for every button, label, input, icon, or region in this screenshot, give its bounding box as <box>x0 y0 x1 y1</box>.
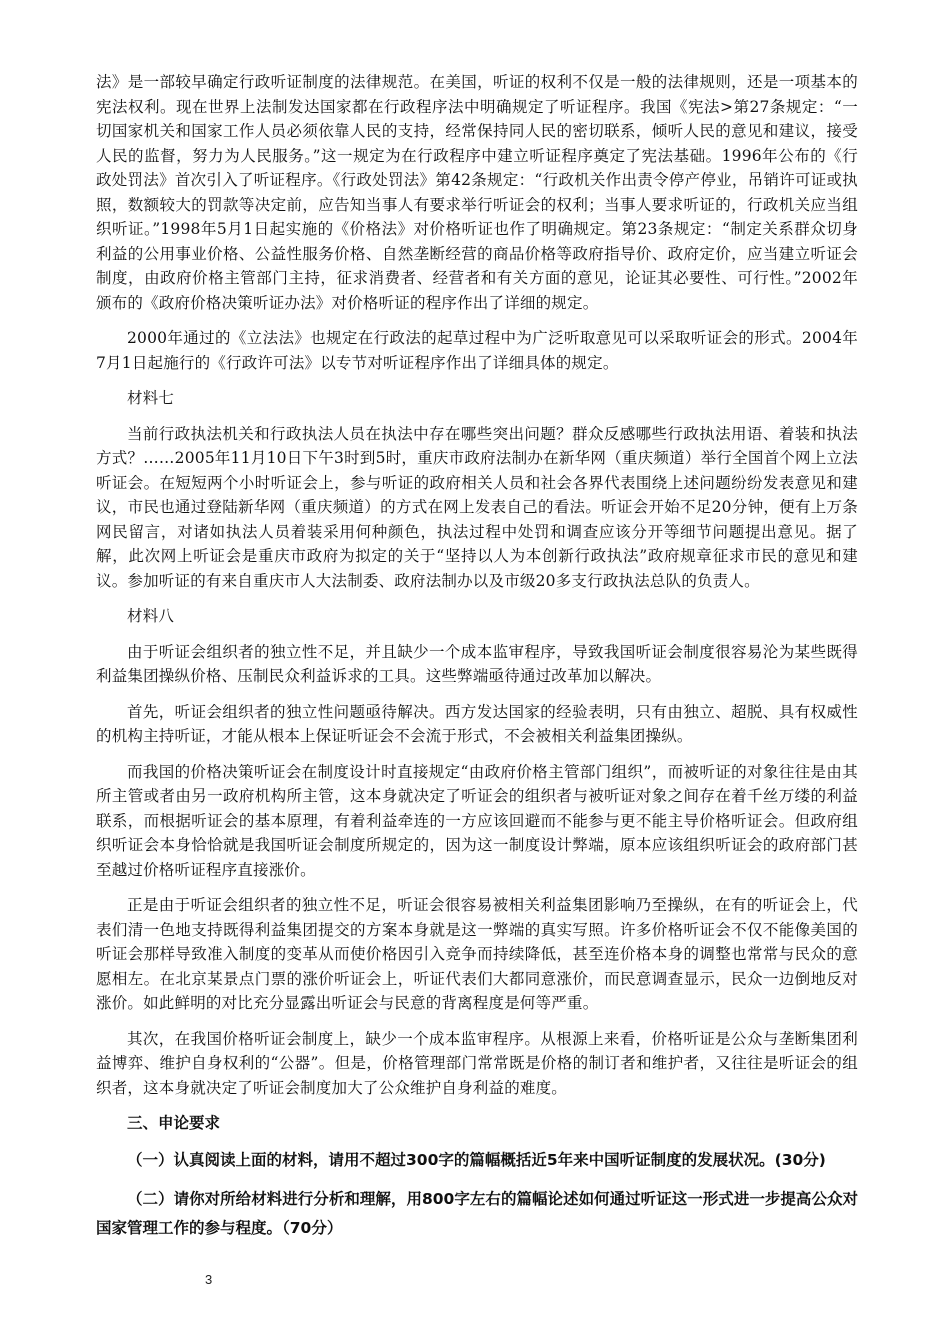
paragraph-legislation-law: 2000年通过的《立法法》也规定在行政法的起草过程中为广泛听取意见可以采取听证会的形式。2004年7月1日起施行的《行政许可法》以专节对听证程序作出了详细具体的规定。 <box>96 329 858 372</box>
question-1: （一）认真阅读上面的材料，请用不超过300字的篇幅概括近5年来中国听证制度的发展状况。(30分) <box>127 1150 826 1169</box>
paragraph-hearing-problems: 由于听证会组织者的独立性不足，并且缺少一个成本监审程序，导致我国听证会制度很容易沦为某些既得利益集团操纵价格、压制民众利益诉求的工具。这些弊端亟待通过改革加以解决。 <box>96 642 858 685</box>
paragraph-cost-audit: 其次，在我国价格听证会制度上，缺少一个成本监审程序。从根源上来看，价格听证是公众与垄断集团利益博弈、维护自身权利的“公器”。但是，价格管理部门常常既是价格的制订者和维护者，又往往是听证会的组织者，这本身就决定了听证会制度加大了公众维护自身利益的难度。 <box>96 1029 858 1097</box>
paragraph-independence: 首先，听证会组织者的独立性问题亟待解决。西方发达国家的经验表明，只有由独立、超脱、具有权威性的机构主持听证，才能从根本上保证听证会不会流于形式，不会被相关利益集团操纵。 <box>96 702 858 745</box>
document-body <box>96 70 858 1253</box>
section-heading: 三、申论要求 <box>127 1114 221 1132</box>
question-2: （二）请你对所给材料进行分析和理解，用800字左右的篇幅论述如何通过听证这一形式进一步提高公众对国家管理工作的参与程度。（70分） <box>96 1189 858 1237</box>
paragraph-law-background: 法》是一部较早确定行政听证制度的法律规范。在美国，听证的权利不仅是一般的法律规则，还是一项基本的宪法权利。现在世界上法制发达国家都在行政程序法中明确规定了听证程序。我国《宪法>第27条规定：“一切国家机关和国家工作人员必须依靠人民的支持，经常保持同人民的密切联系，倾听人民的意见和建议，接受人民的监督，努力为人民服务。”这一规定为在行政程序中建立听证程序奠定了宪法基础。1996年公布的《行政处罚法》首次引入了听证程序。《行政处罚法》第42条规定：“行政机关作出责令停产停业，吊销许可证或执照，数额较大的罚款等决定前，应告知当事人有要求举行听证会的权利；当事人要求听证的，行政机关应当组织听证。”1998年5月1日起实施的《价格法》对价格听证也作了明确规定。第23条规定：“制定关系群众切身利益的公用事业价格、公益性服务价格、自然垄断经营的商品价格等政府指导价、政府定价，应当建立听证会制度，由政府价格主管部门主持，征求消费者、经营者和有关方面的意见，论证其必要性、可行性。”2002年颁布的《政府价格决策听证办法》对价格听证的程序作出了详细的规定。 <box>96 73 858 312</box>
paragraph-chongqing-hearing: 当前行政执法机关和行政执法人员在执法中存在哪些突出问题？群众反感哪些行政执法用语、着装和执法方式？……2005年11月10日下午3时到5时，重庆市政府法制办在新华网（重庆频道）举行全国首个网上立法听证会。在短短两个小时听证会上，参与听证的政府相关人员和社会各界代表围绕上述问题纷纷发表意见和建议，市民也通过登陆新华网（重庆频道）的方式在网上发表自己的看法。听证会开始不足20分钟，便有上万条网民留言，对诸如执法人员着装采用何种颜色，执法过程中处罚和调查应该分开等细节问题提出意见。据了解，此次网上听证会是重庆市政府为拟定的关于“坚持以人为本创新行政执法”政府规章征求市民的意见和建议。参加听证的有来自重庆市人大法制委、政府法制办以及市级20多支行政执法总队的负责人。 <box>96 424 858 590</box>
page-number: 3 <box>205 1272 213 1287</box>
material-7-title: 材料七 <box>127 389 175 407</box>
paragraph-price-hearing-design: 而我国的价格决策听证会在制度设计时直接规定“由政府价格主管部门组织”，而被听证的对象往往是由其所主管或者由另一政府机构所主管，这本身就决定了听证会的组织者与被听证对象之间存在着千丝万缕的利益联系，而根据听证会的基本原理，有着利益牵连的一方应该回避而不能参与更不能主导价格听证会。但政府组织听证会本身恰恰就是我国听证会制度所规定的，因为这一制度设计弊端，原本应该组织听证会的政府部门甚至越过价格听证程序直接涨价。 <box>96 762 858 879</box>
paragraph-manipulation: 正是由于听证会组织者的独立性不足，听证会很容易被相关利益集团影响乃至操纵，在有的听证会上，代表们清一色地支持既得利益集团提交的方案本身就是这一弊端的真实写照。许多价格听证会不仅不能像美国的听证会那样导致准入制度的变革从而使价格因引入竞争而持续降低，甚至连价格本身的调整也常常与民众的意愿相左。在北京某景点门票的涨价听证会上，听证代表们大都同意涨价，而民意调查显示，民众一边倒地反对涨价。如此鲜明的对比充分显露出听证会与民意的背离程度是何等严重。 <box>96 896 858 1012</box>
material-8-title: 材料八 <box>127 607 175 625</box>
